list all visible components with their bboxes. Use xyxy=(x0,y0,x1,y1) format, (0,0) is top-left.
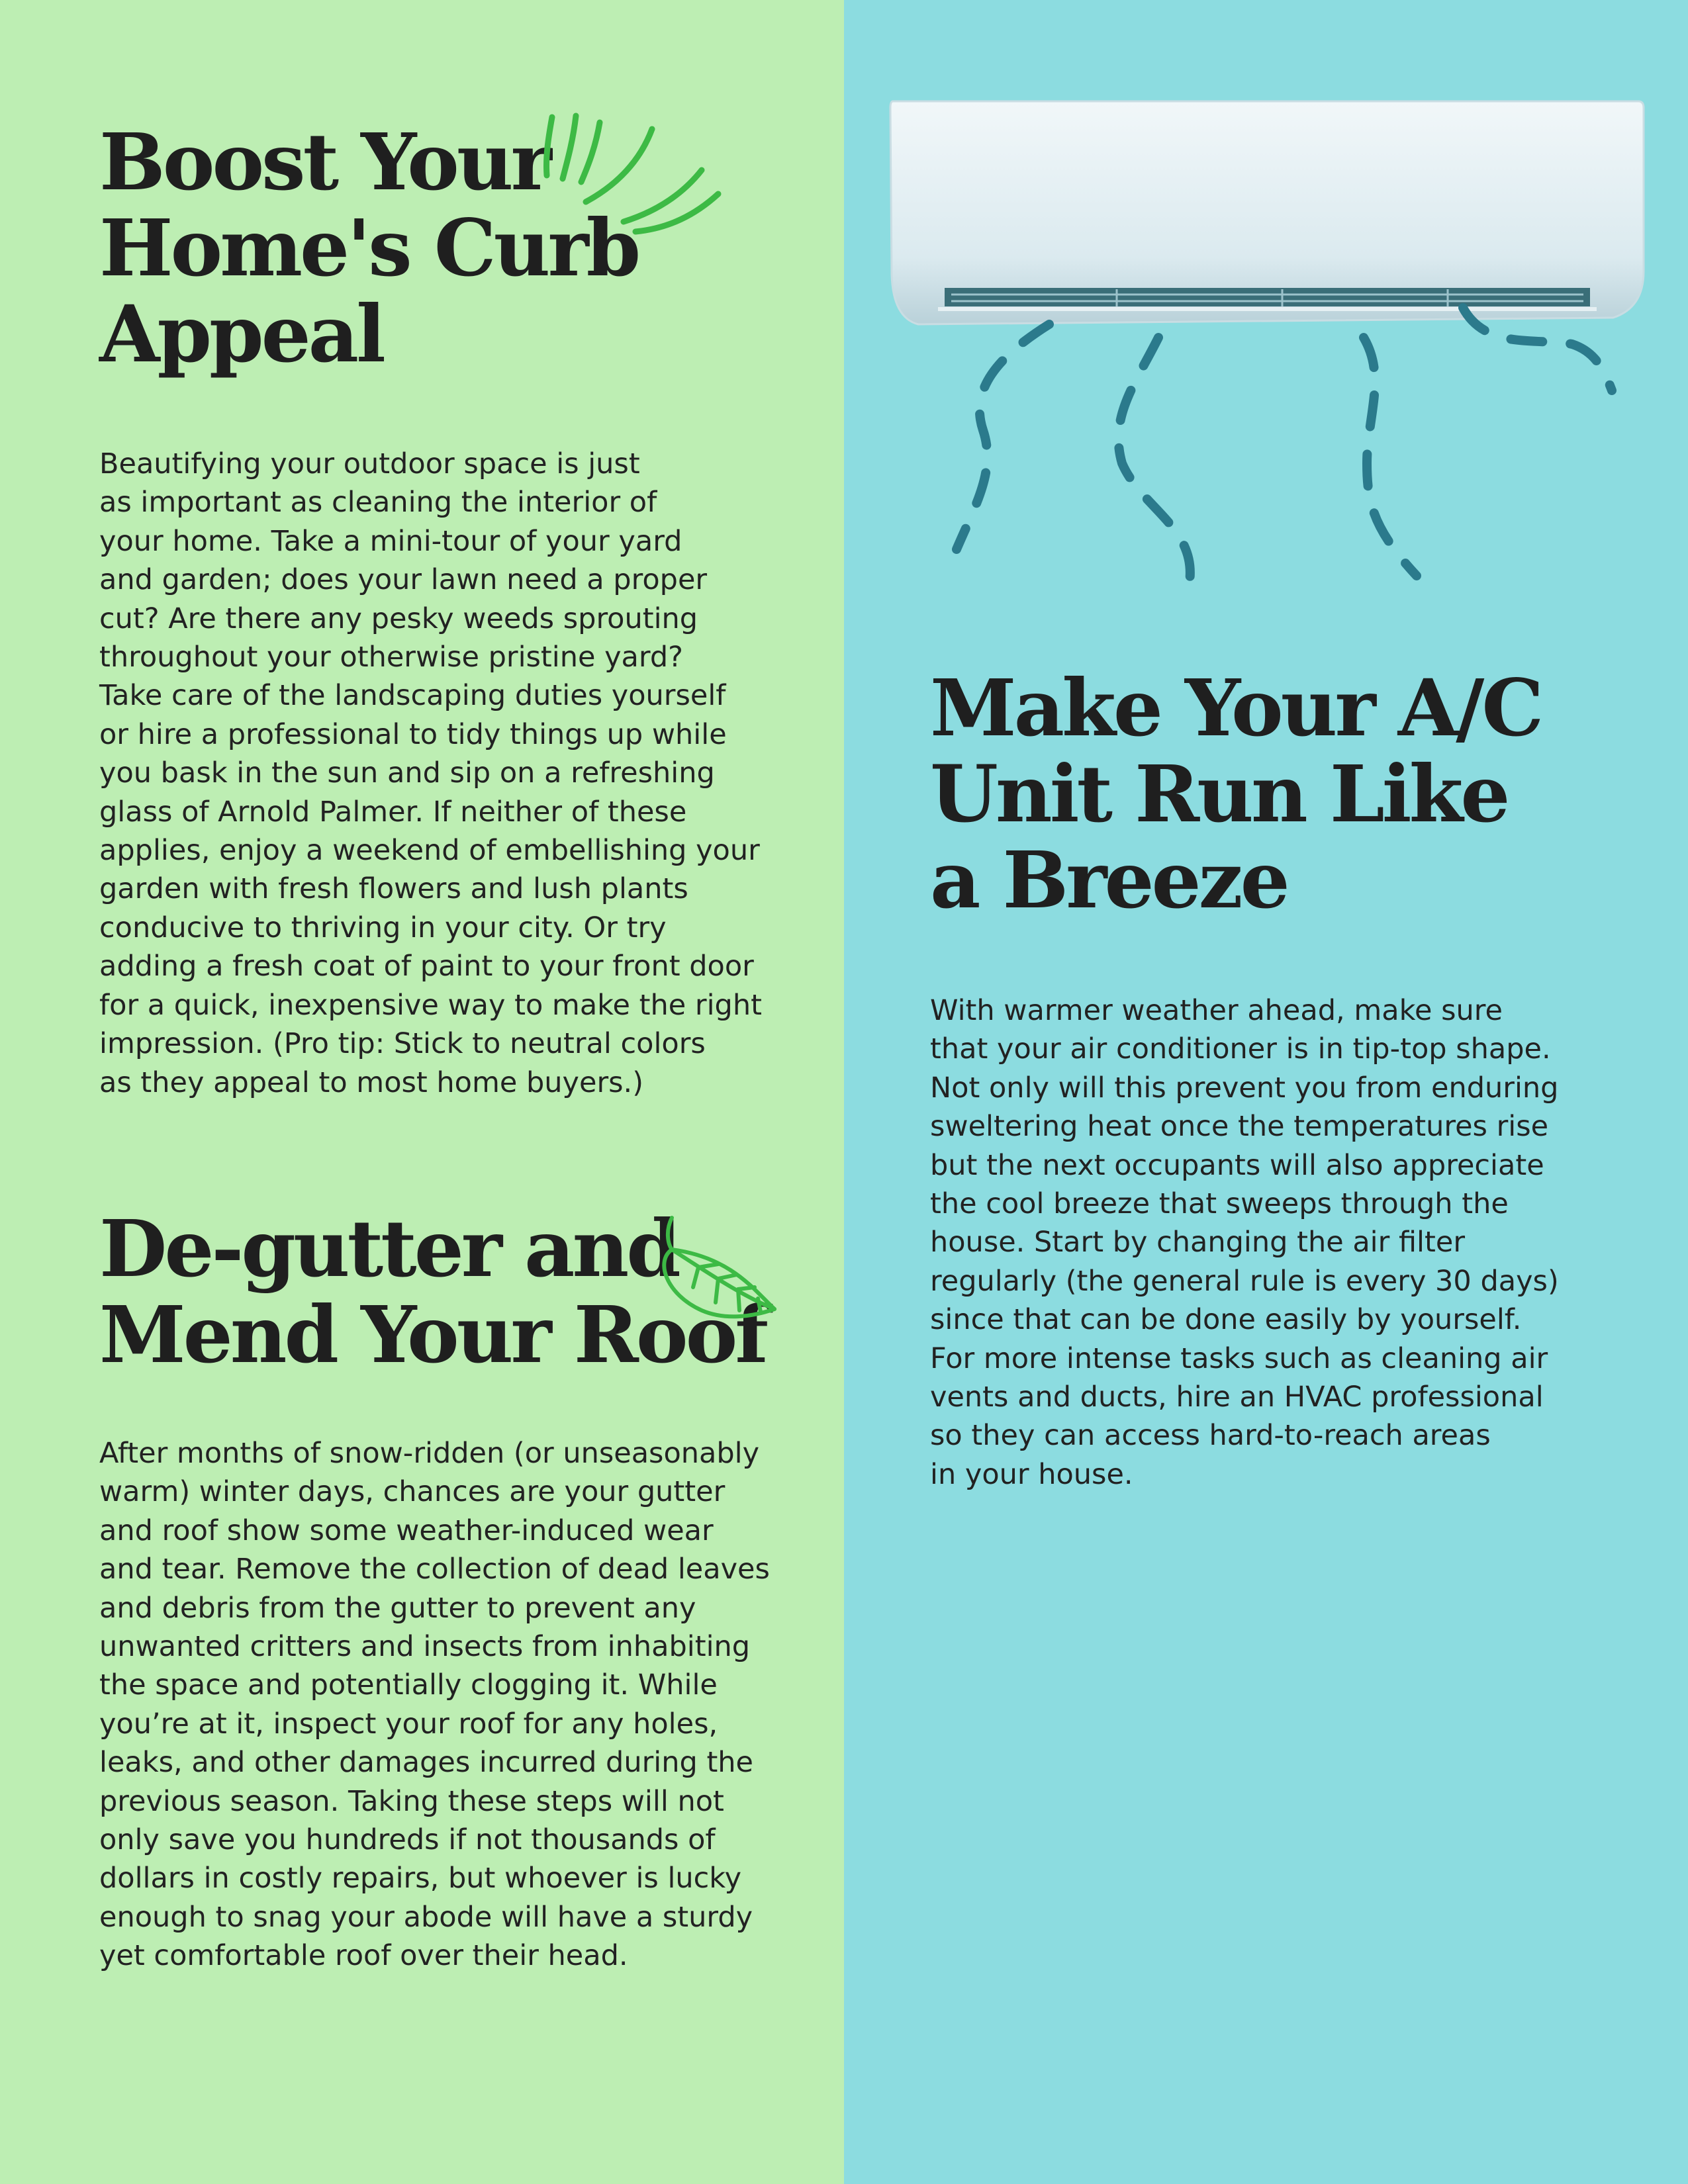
text-line: but the next occupants will also appreciate xyxy=(930,1148,1544,1182)
section-title-ac xyxy=(930,662,1658,926)
gutter-roof-body xyxy=(99,1434,834,1976)
text-line: unwanted critters and insects from inhabiting xyxy=(99,1630,751,1664)
text-line: or hire a professional to tidy things up while xyxy=(99,717,727,751)
text-line: Mend Your Roof xyxy=(99,1289,767,1381)
text-line: previous season. Taking these steps will not xyxy=(99,1784,724,1818)
text-line: After months of snow-ridden (or unseasonably xyxy=(99,1437,760,1470)
text-line: the space and potentially clogging it. While xyxy=(99,1668,718,1702)
text-line: garden with fresh flowers and lush plants xyxy=(99,872,688,906)
text-line: dollars in costly repairs, but whoever is lucky xyxy=(99,1862,742,1895)
text-line: and debris from the gutter to prevent any xyxy=(99,1591,696,1625)
text-line: Make Your A/C xyxy=(930,662,1542,754)
text-line: yet comfortable roof over their head. xyxy=(99,1939,628,1973)
text-line: glass of Arnold Palmer. If neither of these xyxy=(99,795,687,829)
text-line: throughout your otherwise pristine yard? xyxy=(99,641,683,674)
text-line: as important as cleaning the interior of xyxy=(99,486,657,520)
text-line: Appeal xyxy=(99,288,383,380)
air-conditioner-icon xyxy=(885,96,1646,328)
ac-body xyxy=(930,991,1671,1494)
curb-appeal-body xyxy=(99,445,827,1102)
text-line: Unit Run Like xyxy=(930,748,1508,840)
text-line: you bask in the sun and sip on a refreshing xyxy=(99,756,715,790)
text-line: Home's Curb xyxy=(99,202,639,294)
leaf-icon xyxy=(652,1211,778,1327)
text-line: vents and ducts, hire an HVAC professional xyxy=(930,1381,1544,1414)
text-line: For more intense tasks such as cleaning air xyxy=(930,1342,1548,1375)
text-line: since that can be done easily by yourself. xyxy=(930,1303,1522,1337)
text-line: so they can access hard-to-reach areas xyxy=(930,1419,1491,1453)
text-line: Take care of the landscaping duties yourself xyxy=(99,679,726,713)
text-line: the cool breeze that sweeps through the xyxy=(930,1187,1509,1221)
text-line: impression. (Pro tip: Stick to neutral colors xyxy=(99,1027,706,1061)
right-panel xyxy=(844,0,1688,2184)
text-line: cut? Are there any pesky weeds sprouting xyxy=(99,602,698,635)
airflow-lines-icon xyxy=(910,311,1612,602)
text-line: and garden; does your lawn need a proper xyxy=(99,563,708,597)
text-line: and roof show some weather-induced wear xyxy=(99,1514,714,1547)
text-line: your home. Take a mini-tour of your yard xyxy=(99,524,682,558)
text-line: as they appeal to most home buyers.) xyxy=(99,1066,643,1099)
text-line: regularly (the general rule is every 30 days) xyxy=(930,1264,1559,1298)
text-line: house. Start by changing the air filter xyxy=(930,1226,1465,1259)
text-line: that your air conditioner is in tip-top shape. xyxy=(930,1032,1551,1066)
text-line: adding a fresh coat of paint to your front door xyxy=(99,950,754,983)
text-line: warm) winter days, chances are your gutter xyxy=(99,1475,726,1509)
text-line: Boost Your xyxy=(99,116,549,208)
text-line: applies, enjoy a weekend of embellishing your xyxy=(99,834,760,868)
text-line: With warmer weather ahead, make sure xyxy=(930,994,1503,1027)
text-line: conducive to thriving in your city. Or try xyxy=(99,911,667,944)
text-line: and tear. Remove the collection of dead leaves xyxy=(99,1553,770,1586)
text-line: Beautifying your outdoor space is just xyxy=(99,447,640,480)
text-line: De-gutter and xyxy=(99,1203,679,1295)
text-line: sweltering heat once the temperatures rise xyxy=(930,1110,1549,1144)
text-line: only save you hundreds if not thousands of xyxy=(99,1823,716,1857)
text-line: in your house. xyxy=(930,1457,1133,1491)
text-line: for a quick, inexpensive way to make the right xyxy=(99,988,762,1022)
text-line: a Breeze xyxy=(930,834,1288,926)
grass-strokes-icon xyxy=(536,109,728,251)
text-line: Not only will this prevent you from enduring xyxy=(930,1071,1559,1105)
text-line: enough to snag your abode will have a sturdy xyxy=(99,1900,753,1934)
text-line: leaks, and other damages incurred during the xyxy=(99,1746,754,1780)
text-line: you’re at it, inspect your roof for any holes, xyxy=(99,1707,718,1741)
